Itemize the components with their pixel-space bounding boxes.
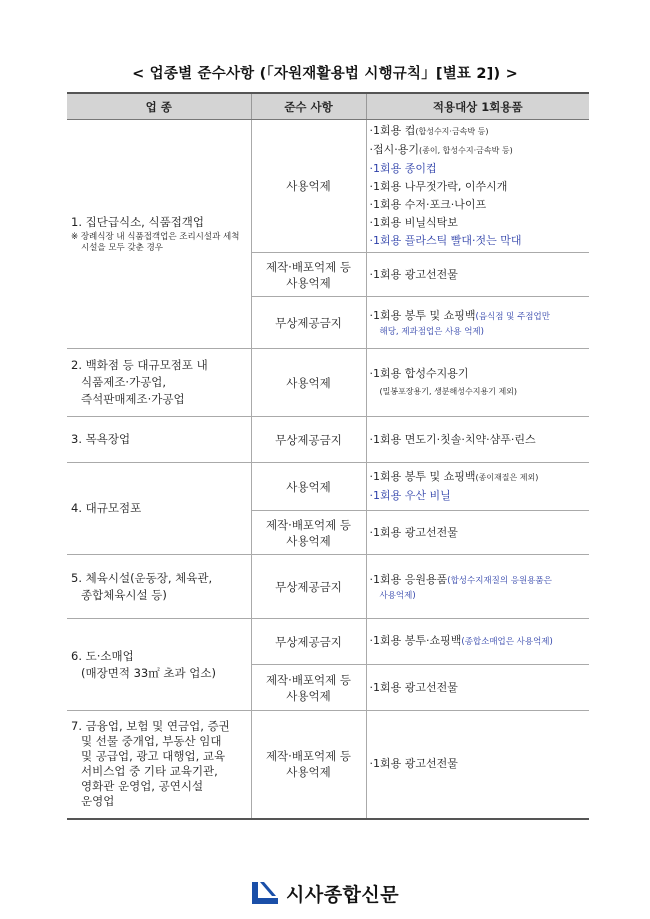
table-row xyxy=(67,349,589,417)
table-row xyxy=(67,711,589,819)
requirement-cell: 제작·배포억제 등 사용억제 xyxy=(251,665,366,711)
category-cell-2: 2. 백화점 등 대규모점포 내 식품제조·가공업, 즉석판매제조·가공업 xyxy=(67,349,251,417)
list-item: ·1회용 수저·포크·나이프 xyxy=(369,198,487,211)
category-cell-6: 6. 도·소매업 (매장면적 33㎡ 초과 업소) xyxy=(67,619,251,711)
table-row xyxy=(67,463,589,511)
header-industry: 업 종 xyxy=(67,93,251,120)
category-cell-1 xyxy=(67,120,251,349)
table-row xyxy=(67,120,589,253)
table-row xyxy=(67,555,589,619)
list-item: ·1회용 컵(합성수지·금속박 등) xyxy=(369,124,489,137)
requirement-cell: 사용억제 xyxy=(251,120,366,253)
requirement-cell: 제작·배포억제 등 사용억제 xyxy=(251,253,366,297)
table-header-row xyxy=(67,93,589,120)
items-cell: ·1회용 합성수지용기 (밀봉포장용기, 생분해성수지용기 제외) xyxy=(366,349,589,417)
items-cell: ·1회용 광고선전물 xyxy=(366,665,589,711)
items-cell: ·1회용 광고선전물 xyxy=(366,711,589,819)
items-cell xyxy=(366,120,589,253)
requirement-cell: 사용억제 xyxy=(251,349,366,417)
list-item: ·1회용 종이컵 xyxy=(369,162,437,175)
requirement-cell: 무상제공금지 xyxy=(251,297,366,349)
requirement-cell: 제작·배포억제 등 사용억제 xyxy=(251,711,366,819)
items-cell: ·1회용 광고선전물 xyxy=(366,253,589,297)
list-item: ·1회용 나무젓가락, 이쑤시개 xyxy=(369,180,508,193)
items-cell: ·1회용 면도기·칫솔·치약·샴푸·린스 xyxy=(366,417,589,463)
requirement-cell: 무상제공금지 xyxy=(251,619,366,665)
table-row xyxy=(67,619,589,665)
category-label: 1. 집단급식소, 식품접객업 xyxy=(71,215,205,229)
category-note: ※ 장례식장 내 식품접객업은 조리시설과 세척 시설을 모두 갖춘 경우 xyxy=(71,232,240,253)
brand-name: 시사종합신문 xyxy=(286,883,400,906)
requirement-cell: 사용억제 xyxy=(251,463,366,511)
items-cell: ·1회용 응원용품(합성수지재질의 응원용품은 사용억제) xyxy=(366,555,589,619)
compliance-table xyxy=(67,92,589,820)
footer-brand xyxy=(250,878,399,908)
list-item: ·접시·용기(종이, 합성수지·금속박 등) xyxy=(369,143,513,156)
header-target-items: 적용대상 1회용품 xyxy=(366,93,589,120)
requirement-cell: 무상제공금지 xyxy=(251,555,366,619)
list-item: ·1회용 비닐식탁보 xyxy=(369,216,458,229)
category-cell-7: 7. 금융업, 보험 및 연금업, 증권 및 선물 중개업, 부동산 임대 및 공급업, 광고 대행업, 교육 서비스업 중 기타 교육기관, 영화관 운영업, 공연시설 운영업 xyxy=(67,711,251,819)
requirement-cell: 제작·배포억제 등 사용억제 xyxy=(251,511,366,555)
requirement-cell: 무상제공금지 xyxy=(251,417,366,463)
newspaper-logo-icon xyxy=(250,880,280,906)
document-title: < 업종별 준수사항 (「자원재활용법 시행규칙」[별표 2]) > xyxy=(132,66,518,82)
items-cell: ·1회용 봉투 및 쇼핑백(음식점 및 주점업만 해당, 제과점업은 사용 억제) xyxy=(366,297,589,349)
category-cell-3: 3. 목욕장업 xyxy=(67,417,251,463)
table-row xyxy=(67,417,589,463)
items-cell: ·1회용 봉투·쇼핑백(종합소매업은 사용억제) xyxy=(366,619,589,665)
category-cell-4: 4. 대규모점포 xyxy=(67,463,251,555)
items-cell: ·1회용 광고선전물 xyxy=(366,511,589,555)
category-cell-5: 5. 체육시설(운동장, 체육관, 종합체육시설 등) xyxy=(67,555,251,619)
items-cell: ·1회용 봉투 및 쇼핑백(종이재질은 제외) ·1회용 우산 비닐 xyxy=(366,463,589,511)
list-item: ·1회용 플라스틱 빨대·젓는 막대 xyxy=(369,234,522,247)
header-requirement: 준수 사항 xyxy=(251,93,366,120)
